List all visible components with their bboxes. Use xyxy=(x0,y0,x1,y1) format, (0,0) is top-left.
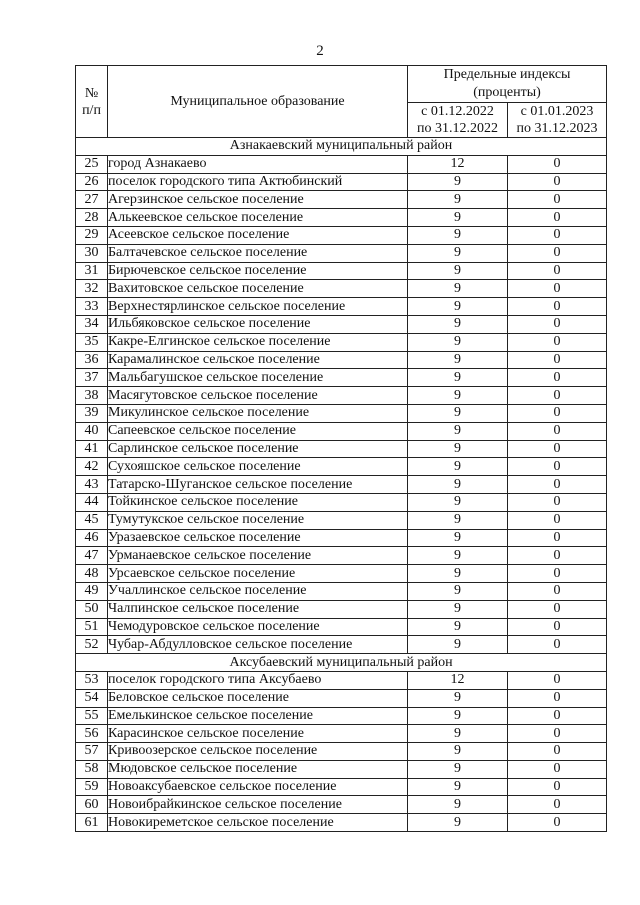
district-title: Азнакаевский муниципальный район xyxy=(76,138,607,156)
row-index-2023: 0 xyxy=(508,511,607,529)
row-index-2023: 0 xyxy=(508,725,607,743)
row-municipality: Тойкинское сельское поселение xyxy=(108,493,408,511)
row-municipality: поселок городского типа Аксубаево xyxy=(108,671,408,689)
header-municipality: Муниципальное образование xyxy=(108,66,408,138)
row-index-2023: 0 xyxy=(508,796,607,814)
row-index-2022: 9 xyxy=(408,547,508,565)
row-number: 36 xyxy=(76,351,108,369)
row-index-2023: 0 xyxy=(508,262,607,280)
table-row xyxy=(76,315,607,333)
row-number: 43 xyxy=(76,476,108,494)
row-number: 53 xyxy=(76,671,108,689)
table-row xyxy=(76,725,607,743)
row-municipality: Карасинское сельское поселение xyxy=(108,725,408,743)
row-municipality: Карамалинское сельское поселение xyxy=(108,351,408,369)
row-municipality: Чалпинское сельское поселение xyxy=(108,600,408,618)
table-row xyxy=(76,298,607,316)
row-municipality: Мюдовское сельское поселение xyxy=(108,760,408,778)
table-row xyxy=(76,529,607,547)
row-index-2022: 9 xyxy=(408,796,508,814)
row-index-2022: 9 xyxy=(408,778,508,796)
row-municipality: Урманаевское сельское поселение xyxy=(108,547,408,565)
row-number: 59 xyxy=(76,778,108,796)
table-row xyxy=(76,404,607,422)
table-row xyxy=(76,333,607,351)
row-number: 37 xyxy=(76,369,108,387)
row-index-2022: 9 xyxy=(408,511,508,529)
row-number: 35 xyxy=(76,333,108,351)
row-municipality: Емелькинское сельское поселение xyxy=(108,707,408,725)
row-index-2023: 0 xyxy=(508,351,607,369)
row-index-2022: 9 xyxy=(408,618,508,636)
row-index-2022: 9 xyxy=(408,369,508,387)
row-number: 38 xyxy=(76,387,108,405)
row-index-2023: 0 xyxy=(508,404,607,422)
row-number: 58 xyxy=(76,760,108,778)
row-index-2022: 9 xyxy=(408,476,508,494)
row-number: 49 xyxy=(76,582,108,600)
row-index-2023: 0 xyxy=(508,209,607,227)
row-index-2022: 9 xyxy=(408,582,508,600)
row-index-2022: 9 xyxy=(408,226,508,244)
table-row xyxy=(76,369,607,387)
row-index-2023: 0 xyxy=(508,387,607,405)
row-number: 61 xyxy=(76,814,108,832)
table-row xyxy=(76,636,607,654)
row-number: 33 xyxy=(76,298,108,316)
row-index-2023: 0 xyxy=(508,689,607,707)
row-municipality: Новокиреметское сельское поселение xyxy=(108,814,408,832)
row-municipality: Агерзинское сельское поселение xyxy=(108,191,408,209)
row-index-2022: 9 xyxy=(408,565,508,583)
row-index-2022: 9 xyxy=(408,725,508,743)
row-number: 52 xyxy=(76,636,108,654)
row-index-2022: 9 xyxy=(408,689,508,707)
row-municipality: Масягутовское сельское поселение xyxy=(108,387,408,405)
row-number: 39 xyxy=(76,404,108,422)
row-municipality: Татарско-Шуганское сельское поселение xyxy=(108,476,408,494)
table-row xyxy=(76,422,607,440)
row-index-2022: 9 xyxy=(408,173,508,191)
row-municipality: Тумутукское сельское поселение xyxy=(108,511,408,529)
row-number: 40 xyxy=(76,422,108,440)
row-municipality: Уразаевское сельское поселение xyxy=(108,529,408,547)
row-index-2023: 0 xyxy=(508,422,607,440)
index-table xyxy=(75,65,607,832)
row-number: 31 xyxy=(76,262,108,280)
table-row xyxy=(76,262,607,280)
row-index-2023: 0 xyxy=(508,226,607,244)
row-index-2022: 9 xyxy=(408,529,508,547)
row-index-2022: 9 xyxy=(408,404,508,422)
row-number: 29 xyxy=(76,226,108,244)
table-row xyxy=(76,209,607,227)
row-index-2022: 9 xyxy=(408,458,508,476)
row-number: 51 xyxy=(76,618,108,636)
row-number: 34 xyxy=(76,315,108,333)
row-municipality: Верхнестярлинское сельское поселение xyxy=(108,298,408,316)
row-number: 41 xyxy=(76,440,108,458)
row-municipality: город Азнакаево xyxy=(108,155,408,173)
table-row xyxy=(76,689,607,707)
row-municipality: Сарлинское сельское поселение xyxy=(108,440,408,458)
district-row xyxy=(76,654,607,672)
row-number: 46 xyxy=(76,529,108,547)
row-municipality: Урсаевское сельское поселение xyxy=(108,565,408,583)
row-index-2023: 0 xyxy=(508,244,607,262)
row-index-2023: 0 xyxy=(508,369,607,387)
row-number: 54 xyxy=(76,689,108,707)
page-number: 2 xyxy=(316,43,324,59)
row-municipality: Алькеевское сельское поселение xyxy=(108,209,408,227)
table-row xyxy=(76,814,607,832)
table-row xyxy=(76,351,607,369)
table-row xyxy=(76,387,607,405)
row-municipality: Учаллинское сельское поселение xyxy=(108,582,408,600)
row-index-2023: 0 xyxy=(508,778,607,796)
table-row xyxy=(76,671,607,689)
table-row xyxy=(76,760,607,778)
row-index-2023: 0 xyxy=(508,440,607,458)
row-number: 27 xyxy=(76,191,108,209)
row-municipality: Микулинское сельское поселение xyxy=(108,404,408,422)
table-row xyxy=(76,796,607,814)
row-index-2022: 9 xyxy=(408,333,508,351)
row-index-2022: 9 xyxy=(408,440,508,458)
table-row xyxy=(76,547,607,565)
row-index-2023: 0 xyxy=(508,600,607,618)
row-index-2022: 9 xyxy=(408,493,508,511)
row-municipality: Чемодуровское сельское поселение xyxy=(108,618,408,636)
table-row xyxy=(76,565,607,583)
header-period-2: с 01.01.2023 по 31.12.2023 xyxy=(508,103,607,138)
row-index-2022: 9 xyxy=(408,315,508,333)
row-index-2023: 0 xyxy=(508,458,607,476)
row-number: 44 xyxy=(76,493,108,511)
table-row xyxy=(76,618,607,636)
header-indexes: Предельные индексы (проценты) xyxy=(408,66,607,103)
row-number: 48 xyxy=(76,565,108,583)
district-title: Аксубаевский муниципальный район xyxy=(76,654,607,672)
row-index-2023: 0 xyxy=(508,476,607,494)
row-index-2023: 0 xyxy=(508,814,607,832)
row-number: 42 xyxy=(76,458,108,476)
table-row xyxy=(76,778,607,796)
row-number: 57 xyxy=(76,743,108,761)
row-municipality: Бирючевское сельское поселение xyxy=(108,262,408,280)
row-municipality: Ильбяковское сельское поселение xyxy=(108,315,408,333)
row-index-2023: 0 xyxy=(508,529,607,547)
table-row xyxy=(76,191,607,209)
row-number: 32 xyxy=(76,280,108,298)
row-index-2022: 9 xyxy=(408,209,508,227)
row-index-2022: 9 xyxy=(408,422,508,440)
row-index-2023: 0 xyxy=(508,191,607,209)
row-index-2022: 9 xyxy=(408,262,508,280)
row-number: 30 xyxy=(76,244,108,262)
row-number: 45 xyxy=(76,511,108,529)
table-row xyxy=(76,244,607,262)
row-municipality: Балтачевское сельское поселение xyxy=(108,244,408,262)
row-index-2022: 9 xyxy=(408,707,508,725)
row-index-2023: 0 xyxy=(508,743,607,761)
row-index-2023: 0 xyxy=(508,565,607,583)
row-number: 25 xyxy=(76,155,108,173)
row-index-2023: 0 xyxy=(508,173,607,191)
row-municipality: Новоаксубаевское сельское поселение xyxy=(108,778,408,796)
row-index-2023: 0 xyxy=(508,582,607,600)
row-number: 28 xyxy=(76,209,108,227)
row-index-2023: 0 xyxy=(508,280,607,298)
table-body xyxy=(76,138,607,832)
row-index-2022: 9 xyxy=(408,600,508,618)
row-index-2022: 9 xyxy=(408,760,508,778)
row-index-2023: 0 xyxy=(508,493,607,511)
row-municipality: Мальбагушское сельское поселение xyxy=(108,369,408,387)
row-municipality: Сухояшское сельское поселение xyxy=(108,458,408,476)
row-index-2022: 9 xyxy=(408,387,508,405)
row-index-2022: 9 xyxy=(408,244,508,262)
row-municipality: Кривоозерское сельское поселение xyxy=(108,743,408,761)
row-index-2023: 0 xyxy=(508,636,607,654)
row-index-2023: 0 xyxy=(508,760,607,778)
row-index-2023: 0 xyxy=(508,155,607,173)
row-municipality: Вахитовское сельское поселение xyxy=(108,280,408,298)
row-index-2023: 0 xyxy=(508,315,607,333)
row-index-2022: 9 xyxy=(408,743,508,761)
row-index-2022: 9 xyxy=(408,636,508,654)
row-municipality: Какре-Елгинское сельское поселение xyxy=(108,333,408,351)
row-municipality: Сапеевское сельское поселение xyxy=(108,422,408,440)
table-row xyxy=(76,600,607,618)
row-index-2022: 9 xyxy=(408,280,508,298)
row-number: 26 xyxy=(76,173,108,191)
table-row xyxy=(76,155,607,173)
row-index-2023: 0 xyxy=(508,671,607,689)
row-number: 60 xyxy=(76,796,108,814)
row-index-2022: 9 xyxy=(408,191,508,209)
header-number: № п/п xyxy=(76,66,108,138)
row-municipality: Беловское сельское поселение xyxy=(108,689,408,707)
row-municipality: Новоибрайкинское сельское поселение xyxy=(108,796,408,814)
row-municipality: поселок городского типа Актюбинский xyxy=(108,173,408,191)
row-index-2022: 9 xyxy=(408,814,508,832)
district-row xyxy=(76,138,607,156)
table-row xyxy=(76,440,607,458)
table-row xyxy=(76,511,607,529)
row-municipality: Чубар-Абдулловское сельское поселение xyxy=(108,636,408,654)
row-index-2023: 0 xyxy=(508,618,607,636)
row-index-2022: 12 xyxy=(408,155,508,173)
table-row xyxy=(76,476,607,494)
table-row xyxy=(76,173,607,191)
row-index-2022: 12 xyxy=(408,671,508,689)
header-period-1: с 01.12.2022 по 31.12.2022 xyxy=(408,103,508,138)
row-index-2023: 0 xyxy=(508,707,607,725)
row-number: 47 xyxy=(76,547,108,565)
row-number: 56 xyxy=(76,725,108,743)
table-row xyxy=(76,707,607,725)
table-row xyxy=(76,582,607,600)
row-index-2022: 9 xyxy=(408,351,508,369)
table-row xyxy=(76,458,607,476)
table-row xyxy=(76,743,607,761)
row-index-2023: 0 xyxy=(508,547,607,565)
table-row xyxy=(76,226,607,244)
row-index-2023: 0 xyxy=(508,298,607,316)
row-index-2022: 9 xyxy=(408,298,508,316)
row-municipality: Асеевское сельское поселение xyxy=(108,226,408,244)
table-row xyxy=(76,493,607,511)
row-number: 50 xyxy=(76,600,108,618)
table-row xyxy=(76,280,607,298)
row-number: 55 xyxy=(76,707,108,725)
row-index-2023: 0 xyxy=(508,333,607,351)
